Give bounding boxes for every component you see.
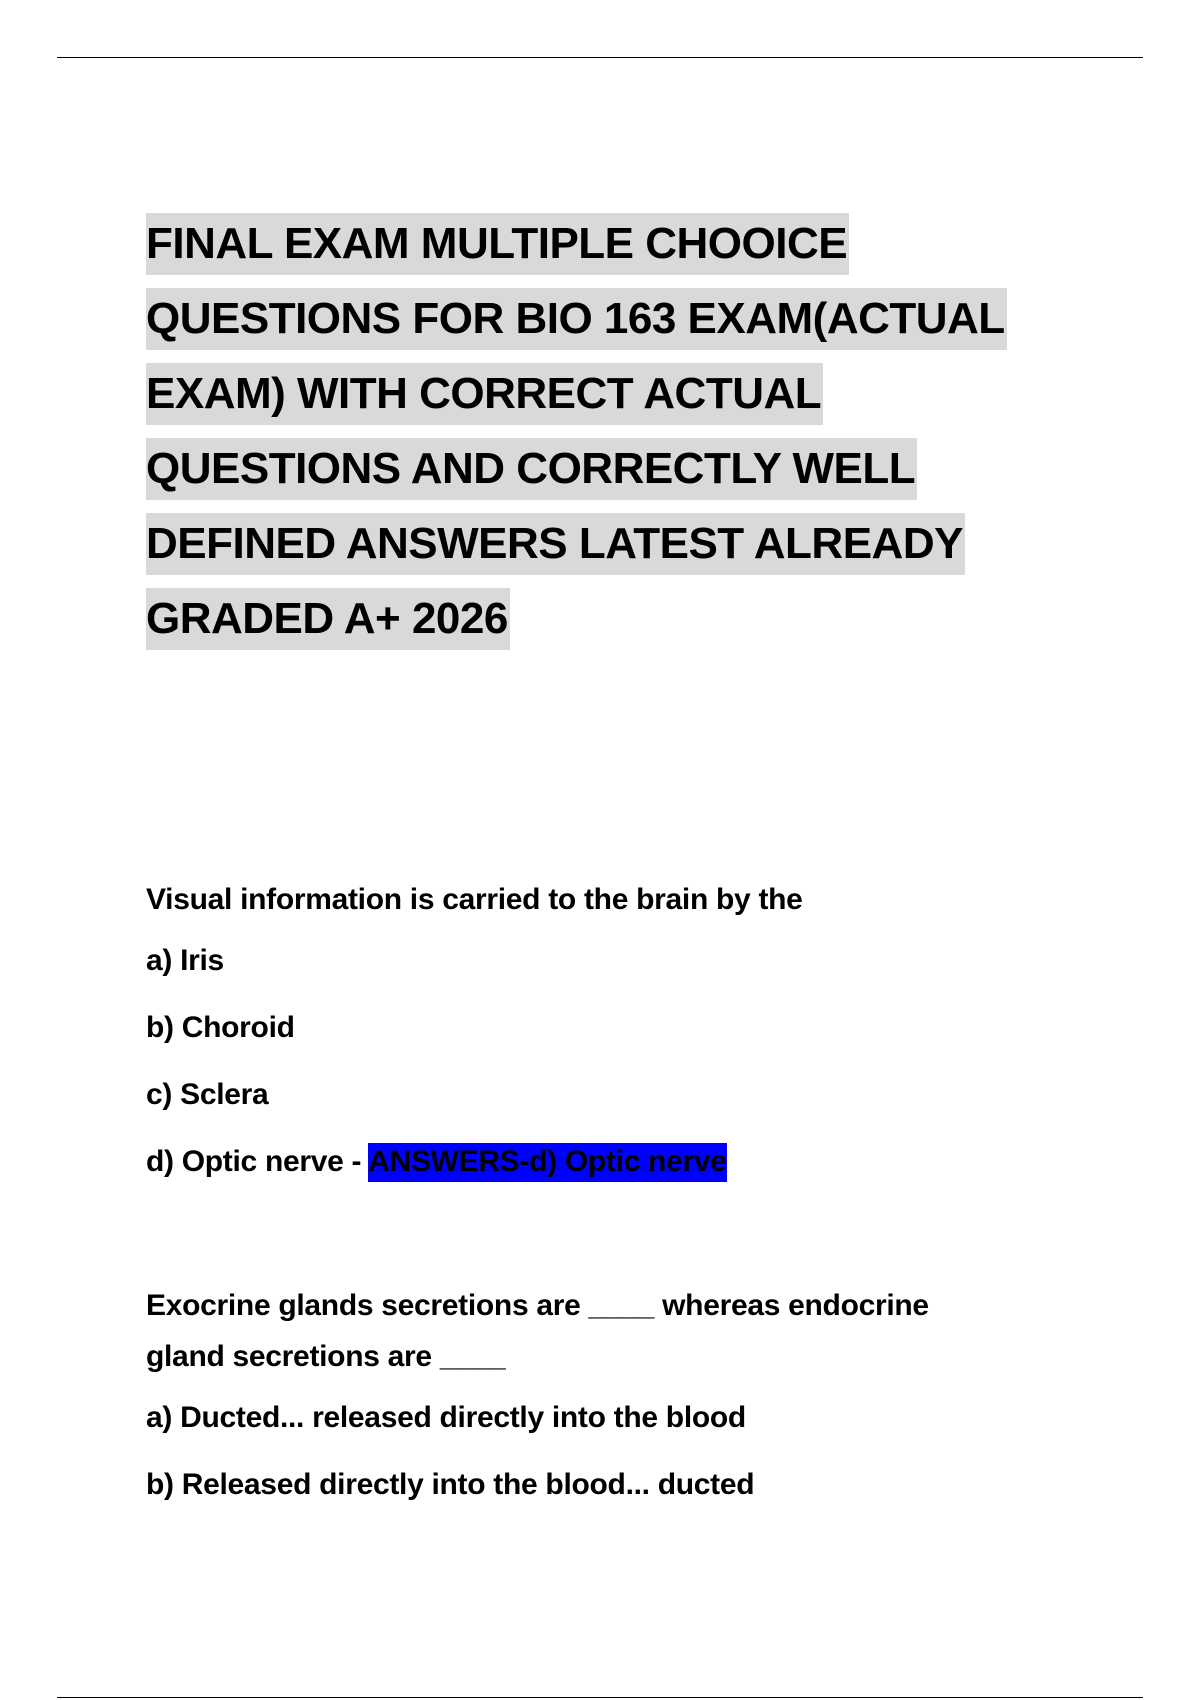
- title-line: EXAM) WITH CORRECT ACTUAL: [146, 363, 823, 425]
- question-1-option-a: a) Iris: [146, 944, 224, 977]
- title-line: QUESTIONS AND CORRECTLY WELL: [146, 438, 917, 500]
- bottom-rule: [57, 1697, 1143, 1698]
- title-line: FINAL EXAM MULTIPLE CHOOICE: [146, 213, 849, 275]
- question-1-option-c: c) Sclera: [146, 1078, 269, 1111]
- question-2-option-b: b) Released directly into the blood... ducted: [146, 1468, 755, 1501]
- question-1-option-b: b) Choroid: [146, 1011, 295, 1044]
- question-1-option-d-text: d) Optic nerve -: [146, 1145, 369, 1178]
- title-line: QUESTIONS FOR BIO 163 EXAM(ACTUAL: [146, 288, 1007, 350]
- question-2-text-line-1: Exocrine glands secretions are ____ whereas endocrine: [146, 1289, 929, 1322]
- question-1-option-d: [146, 1142, 1046, 1182]
- question-1-answer: ANSWERS-d) Optic nerve: [368, 1143, 726, 1182]
- question-2-option-a: a) Ducted... released directly into the blood: [146, 1401, 746, 1434]
- question-1-text: Visual information is carried to the brain by the: [146, 883, 803, 916]
- document-title: [146, 213, 1046, 663]
- question-2: [146, 1280, 1046, 1532]
- top-rule: [57, 57, 1143, 58]
- question-2-text-line-2: gland secretions are ____: [146, 1340, 506, 1373]
- title-line: GRADED A+ 2026: [146, 588, 510, 650]
- question-1: [146, 874, 1046, 1209]
- title-line: DEFINED ANSWERS LATEST ALREADY: [146, 513, 965, 575]
